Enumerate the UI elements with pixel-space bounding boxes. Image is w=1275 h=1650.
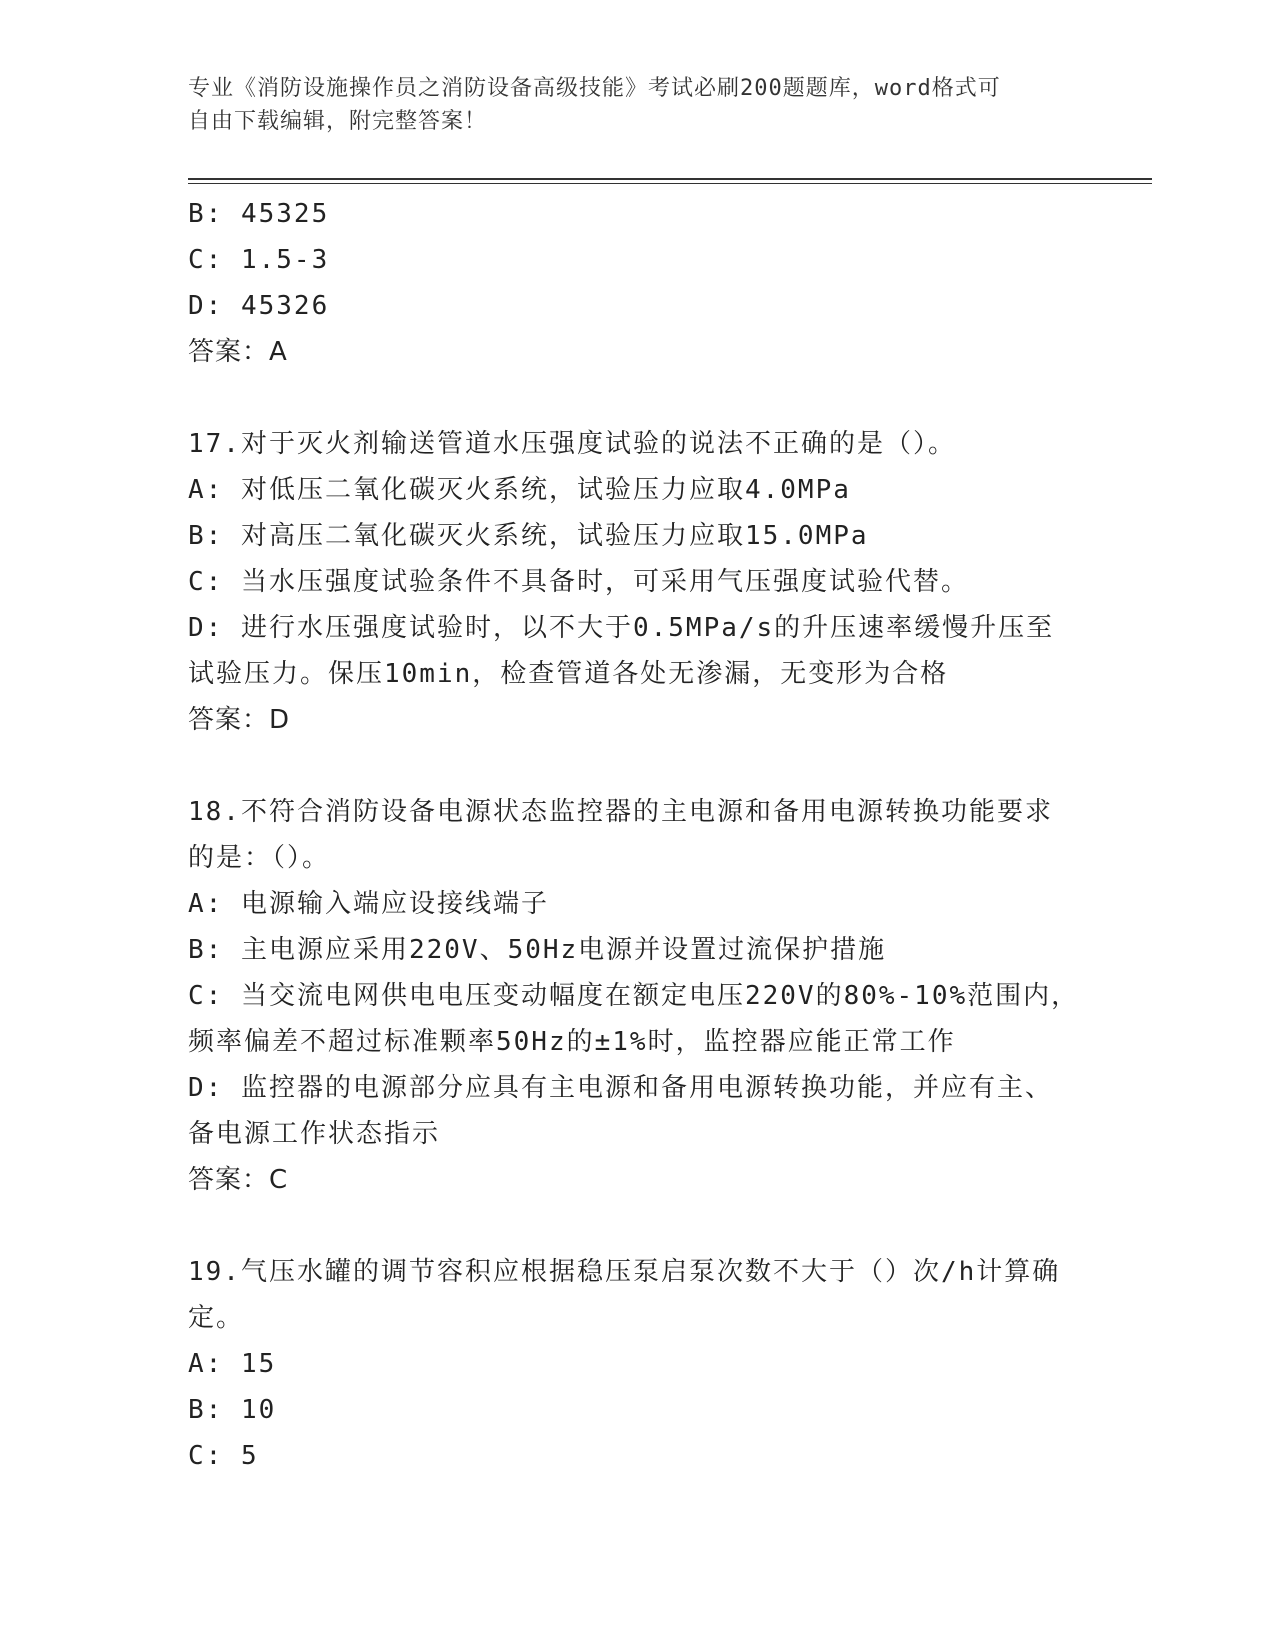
answer: 答案：C xyxy=(188,1165,289,1195)
option-b: B: 对高压二氧化碳灭火系统，试验压力应取15.0MPa xyxy=(188,521,869,551)
question-16-tail xyxy=(188,191,1088,375)
option-c-line-1: C: 当交流电网供电电压变动幅度在额定电压220V的80%-10%范围内， xyxy=(188,981,1080,1011)
question-stem-line-1: 19.气压水罐的调节容积应根据稳压泵启泵次数不大于（）次/h计算确 xyxy=(188,1257,1061,1287)
option-d-line-2: 试验压力。保压10min，检查管道各处无渗漏，无变形为合格 xyxy=(188,659,949,689)
question-stem-line-1: 18.不符合消防设备电源状态监控器的主电源和备用电源转换功能要求 xyxy=(188,797,1053,827)
answer: 答案：A xyxy=(188,337,288,367)
question-stem: 17.对于灭火剂输送管道水压强度试验的说法不正确的是（）。 xyxy=(188,429,956,459)
option-d-line-1: D: 进行水压强度试验时，以不大于0.5MPa/s的升压速率缓慢升压至 xyxy=(188,613,1055,643)
option-a: A: 15 xyxy=(188,1349,277,1379)
option-c: C: 1.5-3 xyxy=(188,245,330,275)
question-list xyxy=(188,191,1088,1479)
option-a: A: 对低压二氧化碳灭火系统，试验压力应取4.0MPa xyxy=(188,475,851,505)
option-d: D: 45326 xyxy=(188,291,330,321)
header-line-2: 自由下载编辑，附完整答案！ xyxy=(188,109,488,134)
header-divider-thick xyxy=(188,178,1152,180)
header-divider-thin xyxy=(188,183,1152,184)
question-17 xyxy=(188,421,1088,743)
spacer xyxy=(188,743,1088,789)
option-d-line-1: D: 监控器的电源部分应具有主电源和备用电源转换功能，并应有主、 xyxy=(188,1073,1053,1103)
option-b: B: 10 xyxy=(188,1395,277,1425)
header-line-1: 专业《消防设施操作员之消防设备高级技能》考试必刷200题题库，word格式可 xyxy=(188,76,1001,101)
answer: 答案：D xyxy=(188,705,291,735)
option-c-line-2: 频率偏差不超过标准颗率50Hz的±1%时，监控器应能正常工作 xyxy=(188,1027,956,1057)
option-c: C: 5 xyxy=(188,1441,259,1471)
document-header xyxy=(188,72,1088,138)
question-18 xyxy=(188,789,1088,1203)
option-b: B: 45325 xyxy=(188,199,330,229)
option-c: C: 当水压强度试验条件不具备时，可采用气压强度试验代替。 xyxy=(188,567,969,597)
spacer xyxy=(188,1203,1088,1249)
question-19 xyxy=(188,1249,1088,1479)
option-b: B: 主电源应采用220V、50Hz电源并设置过流保护措施 xyxy=(188,935,887,965)
question-stem-line-2: 定。 xyxy=(188,1303,245,1333)
spacer xyxy=(188,375,1088,421)
question-stem-line-2: 的是：（）。 xyxy=(188,843,331,873)
option-d-line-2: 备电源工作状态指示 xyxy=(188,1119,441,1149)
option-a: A: 电源输入端应设接线端子 xyxy=(188,889,549,919)
